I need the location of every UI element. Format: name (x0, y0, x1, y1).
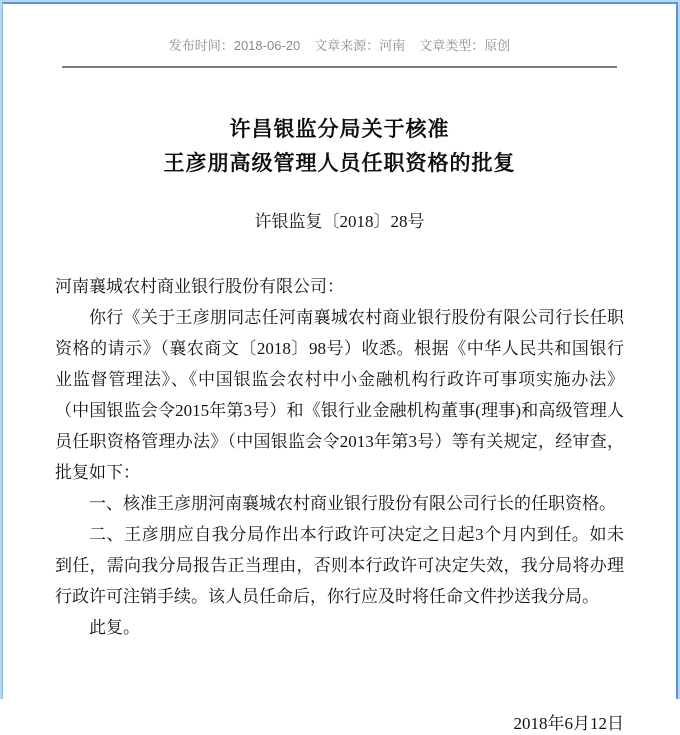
publish-time-value: 2018-06-20 (233, 38, 301, 53)
body-paragraph: 此复。 (89, 618, 140, 637)
document-frame-inner (2, 2, 678, 733)
document-title-line1: 许昌银监分局关于核准 (229, 117, 450, 141)
document-date: 2018年6月12日 (513, 714, 624, 733)
document-title (55, 112, 624, 180)
addressee-line: 河南襄城农村商业银行股份有限公司： (55, 277, 344, 296)
body-paragraph: 二、王彦朋应自我分局作出本行政许可决定之日起3个月内到任。如未到任，需向我分局报告正当理由，否则本行政许可决定失效，我分局将办理行政许可注销手续。该人员任命后，你行应及时将任命文件抄送我分局。 (55, 525, 624, 606)
article-meta-bar (55, 37, 624, 55)
document-number: 许银监复〔2018〕28号 (254, 212, 425, 231)
article-type-label: 文章类型： (419, 38, 485, 53)
publish-time-label: 发布时间： (168, 38, 234, 53)
article-type-value: 原创 (484, 38, 511, 53)
body-paragraph: 你行《关于王彦朋同志任河南襄城农村商业银行股份有限公司行长任职资格的请示》（襄农商文〔2018〕98号）收悉。根据《中华人民共和国银行业监督管理法》、《中国银监会农村中小金融机构行政许可事项实施办法》（中国银监会令2015年第3号）和《银行业金融机构董事(理事)和高级管理人员任职资格管理办法》（中国银监会令2013年第3号）等有关规定，经审查，批复如下： (55, 308, 624, 482)
document-title-line2: 王彦朋高级管理人员任职资格的批复 (163, 151, 516, 175)
body-paragraph: 一、核准王彦朋河南襄城农村商业银行股份有限公司行长的任职资格。 (89, 494, 616, 513)
article-source-label: 文章来源： (314, 38, 380, 53)
header-divider (62, 66, 617, 68)
article-source-value: 河南 (379, 38, 406, 53)
document-page (3, 37, 676, 735)
article-type-meta (419, 38, 510, 53)
document-body (55, 271, 624, 643)
publish-time-meta (169, 38, 301, 53)
article-source-meta (314, 38, 405, 53)
